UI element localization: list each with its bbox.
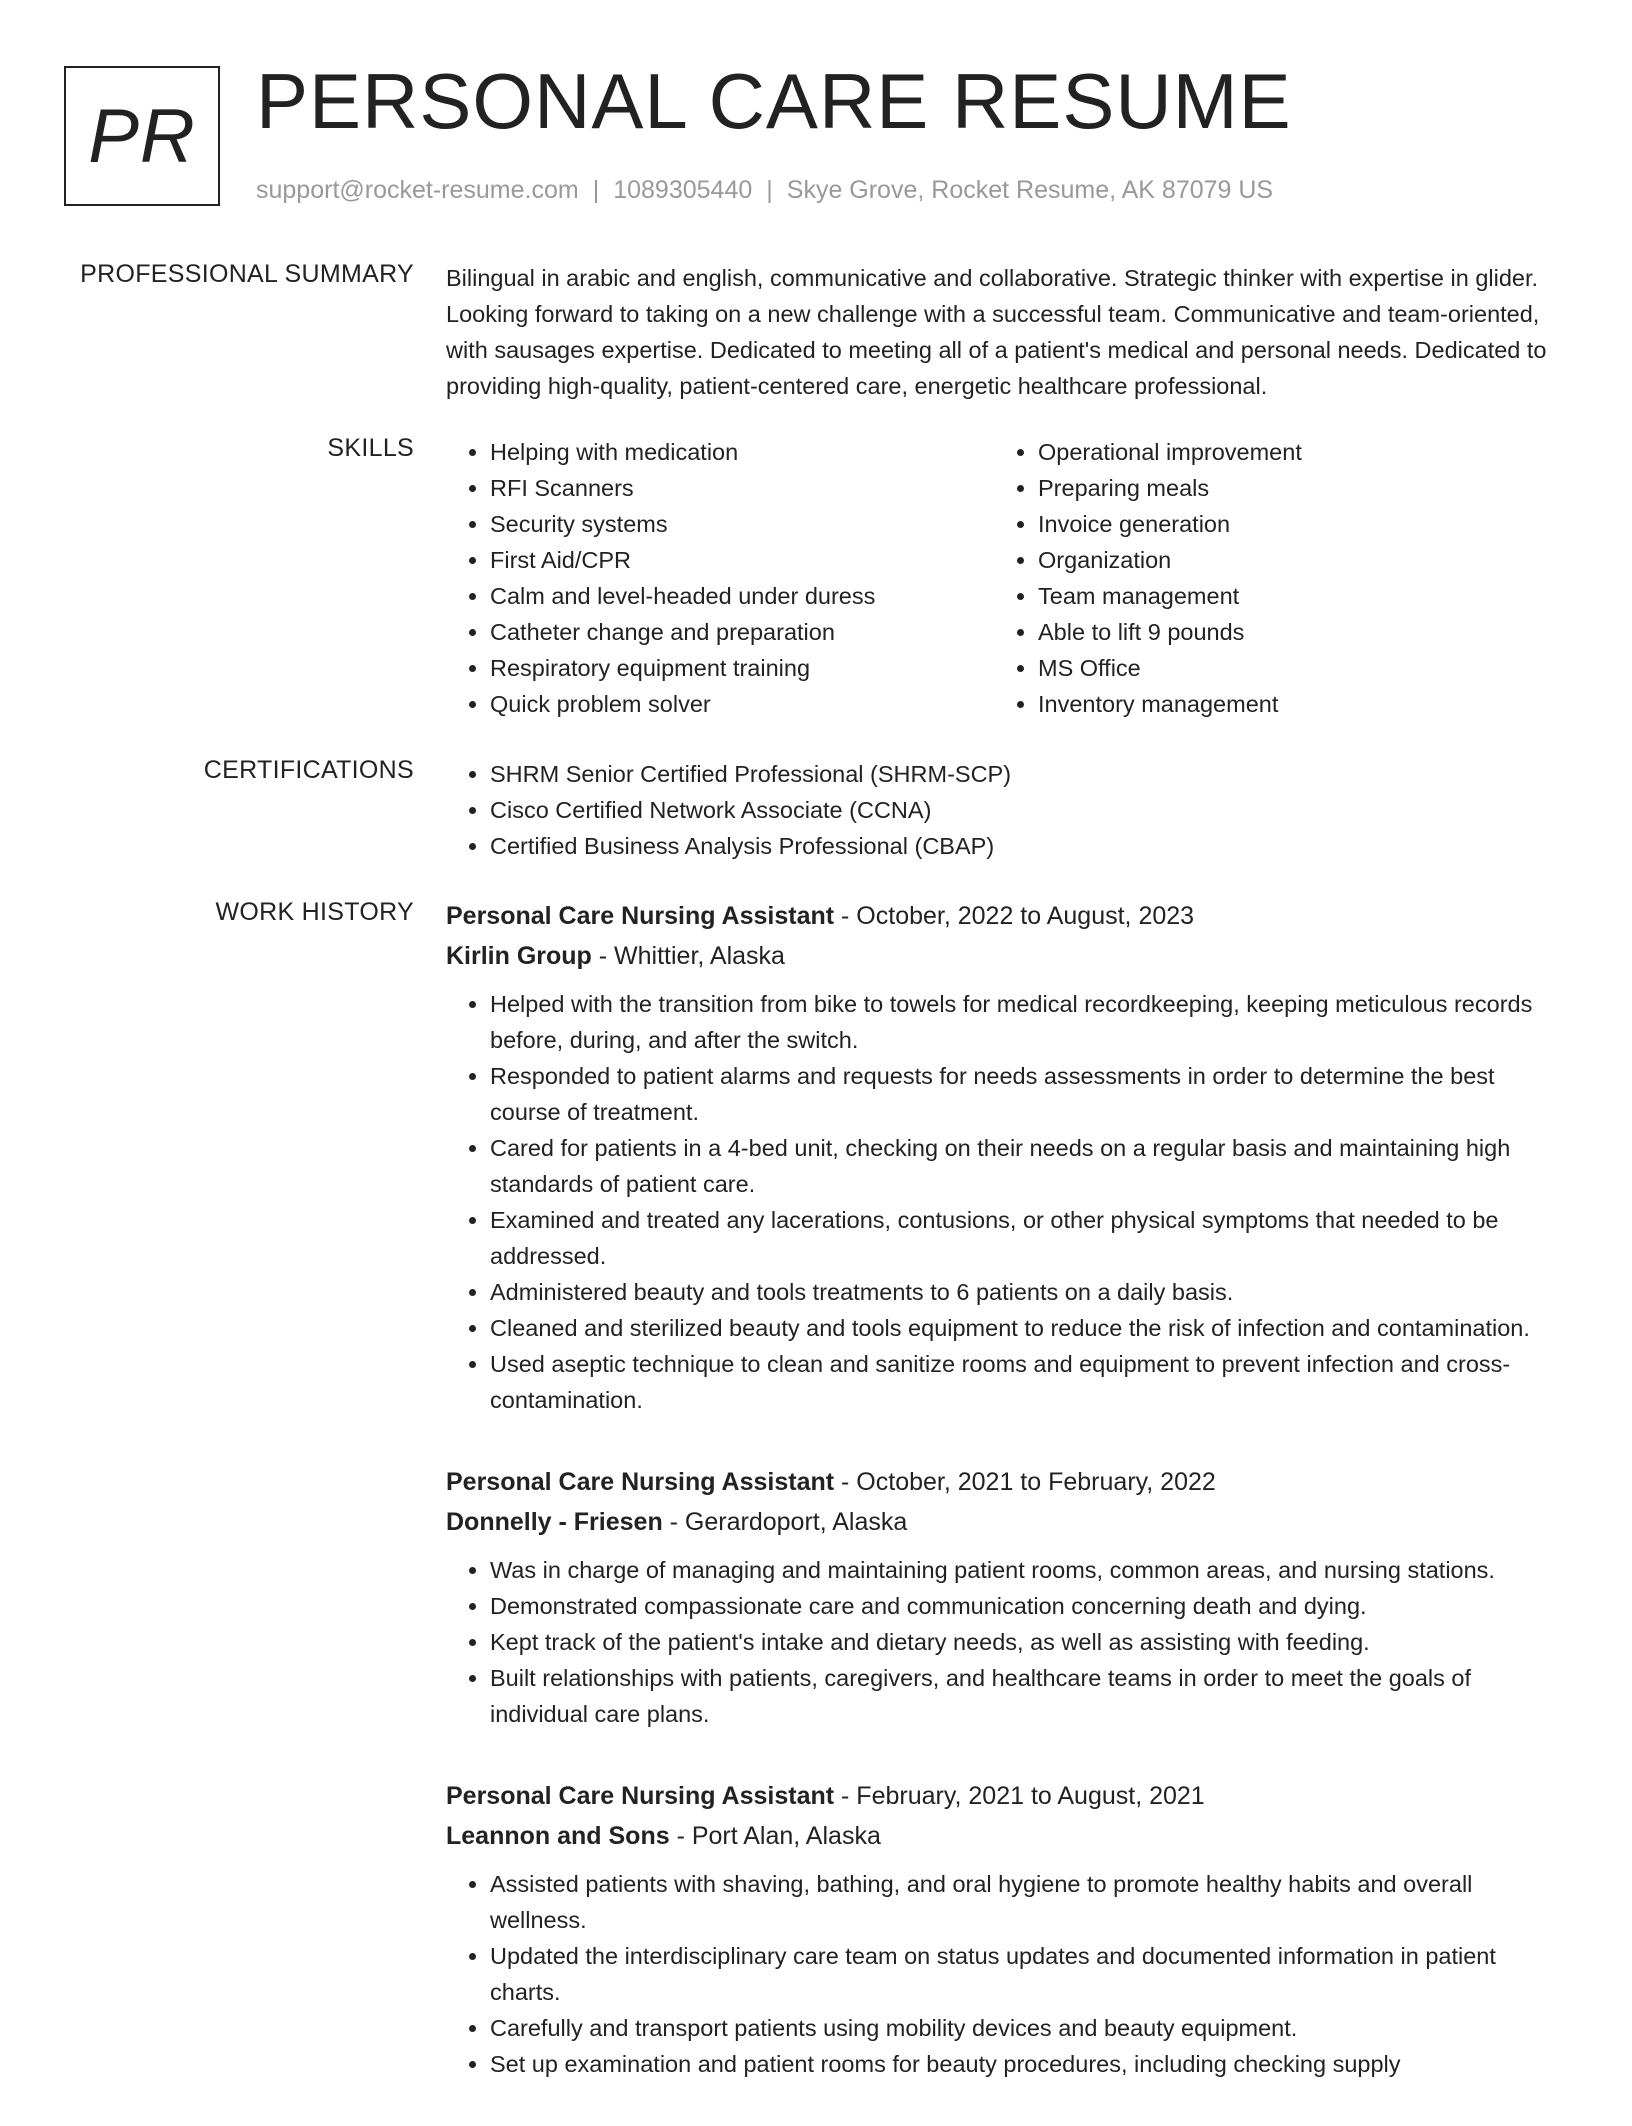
skills-column-left <box>446 434 994 722</box>
job-bullet: • Demonstrated compassionate care and communication concerning death and dying. <box>490 1588 1566 1624</box>
job-entry <box>446 1462 1566 1732</box>
job-bullet: • Kept track of the patient's intake and dietary needs, as well as assisting with feeding. <box>490 1624 1566 1660</box>
certification-item: • Cisco Certified Network Associate (CCNA) <box>490 792 1566 828</box>
skill-item: • Preparing meals <box>1038 470 1542 506</box>
section-label-certifications: CERTIFICATIONS <box>203 756 414 784</box>
job-company-line <box>446 1816 1566 1856</box>
skill-item: • Able to lift 9 pounds <box>1038 614 1542 650</box>
job-bullet: • Carefully and transport patients using mobility devices and beauty equipment. <box>490 2010 1566 2046</box>
job-company: Leannon and Sons <box>446 1822 670 1850</box>
certification-item: • Certified Business Analysis Professional (CBAP) <box>490 828 1566 864</box>
skill-item: • Inventory management <box>1038 686 1542 722</box>
job-title-line <box>446 896 1566 936</box>
job-location: - Whittier, Alaska <box>591 942 785 970</box>
skill-item: • Respiratory equipment training <box>490 650 994 686</box>
skill-item: • Catheter change and preparation <box>490 614 994 650</box>
job-dates: - October, 2022 to August, 2023 <box>834 902 1195 930</box>
skills-column-right <box>994 434 1542 722</box>
job-location: - Gerardoport, Alaska <box>662 1508 908 1536</box>
contact-separator: | <box>592 176 600 204</box>
job-dates: - February, 2021 to August, 2021 <box>834 1782 1205 1810</box>
skill-item: • RFI Scanners <box>490 470 994 506</box>
job-bullet: • Set up examination and patient rooms for beauty procedures, including checking supply <box>490 2046 1566 2082</box>
skill-item: • Quick problem solver <box>490 686 994 722</box>
skill-item: • Helping with medication <box>490 434 994 470</box>
section-label-skills: SKILLS <box>327 434 414 462</box>
page-title: PERSONAL CARE RESUME <box>256 57 1292 145</box>
skill-item: • Calm and level-headed under duress <box>490 578 994 614</box>
skill-item: • MS Office <box>1038 650 1542 686</box>
section-label-work-history: WORK HISTORY <box>215 898 414 926</box>
job-company-line <box>446 936 1566 976</box>
job-company-line <box>446 1502 1566 1542</box>
job-entry <box>446 1776 1566 2082</box>
contact-separator: | <box>766 176 773 204</box>
skill-item: • Team management <box>1038 578 1542 614</box>
job-dates: - October, 2021 to February, 2022 <box>834 1468 1216 1496</box>
job-bullet: • Built relationships with patients, caregivers, and healthcare teams in order to meet the goals of individual care plans. <box>490 1660 1566 1732</box>
job-bullet: • Responded to patient alarms and requests for needs assessments in order to determine the best course of treatment. <box>490 1058 1566 1130</box>
skill-item: • Security systems <box>490 506 994 542</box>
job-bullet: • Cared for patients in a 4-bed unit, checking on their needs on a regular basis and maintaining high standards of patient care. <box>490 1130 1566 1202</box>
job-bullet: • Cleaned and sterilized beauty and tools equipment to reduce the risk of infection and contamination. <box>490 1310 1566 1346</box>
certification-item: • SHRM Senior Certified Professional (SHRM-SCP) <box>490 756 1566 792</box>
summary-text: Bilingual in arabic and english, communicative and collaborative. Strategic thinker with expertise in glider. Looking forward to taking on a new challenge with a successful team. Communicative and team-oriented, with sausages expertise. Dedicated to meeting all of a patient's medical and personal needs. Dedicated to providing high-quality, patient-centered care, energetic healthcare professional. <box>446 265 1547 399</box>
job-title: Personal Care Nursing Assistant <box>446 902 835 930</box>
contact-phone[interactable]: 1089305440 <box>613 176 753 204</box>
skill-item: • Operational improvement <box>1038 434 1542 470</box>
skills-list <box>446 434 1566 722</box>
contact-line <box>256 176 1273 205</box>
job-location: - Port Alan, Alaska <box>669 1822 881 1850</box>
job-bullet: • Helped with the transition from bike to towels for medical recordkeeping, keeping meticulous records before, during, and after the switch. <box>490 986 1566 1058</box>
work-history-list <box>446 896 1566 2126</box>
job-title-line <box>446 1462 1566 1502</box>
skill-item: • First Aid/CPR <box>490 542 994 578</box>
contact-address: Skye Grove, Rocket Resume, AK 87079 US <box>786 176 1274 204</box>
job-bullet: • Used aseptic technique to clean and sanitize rooms and equipment to prevent infection and cross-contamination. <box>490 1346 1566 1418</box>
job-entry <box>446 896 1566 1418</box>
job-title-line <box>446 1776 1566 1816</box>
skill-item: • Invoice generation <box>1038 506 1542 542</box>
job-bullet: • Updated the interdisciplinary care team on status updates and documented information in patient charts. <box>490 1938 1566 2010</box>
contact-email[interactable]: support@rocket-resume.com <box>256 176 579 204</box>
job-bullet: • Assisted patients with shaving, bathing, and oral hygiene to promote healthy habits and overall wellness. <box>490 1866 1566 1938</box>
monogram-logo: PR <box>64 66 220 206</box>
job-bullet: • Was in charge of managing and maintaining patient rooms, common areas, and nursing stations. <box>490 1552 1566 1588</box>
job-bullet: • Administered beauty and tools treatments to 6 patients on a daily basis. <box>490 1274 1566 1310</box>
job-title: Personal Care Nursing Assistant <box>446 1782 835 1810</box>
job-title: Personal Care Nursing Assistant <box>446 1468 835 1496</box>
job-company: Donnelly - Friesen <box>446 1508 663 1536</box>
job-company: Kirlin Group <box>446 942 592 970</box>
certifications-list <box>446 756 1566 864</box>
section-label-summary: PROFESSIONAL SUMMARY <box>80 260 414 288</box>
job-bullet: • Examined and treated any lacerations, contusions, or other physical symptoms that needed to be addressed. <box>490 1202 1566 1274</box>
skill-item: • Organization <box>1038 542 1542 578</box>
